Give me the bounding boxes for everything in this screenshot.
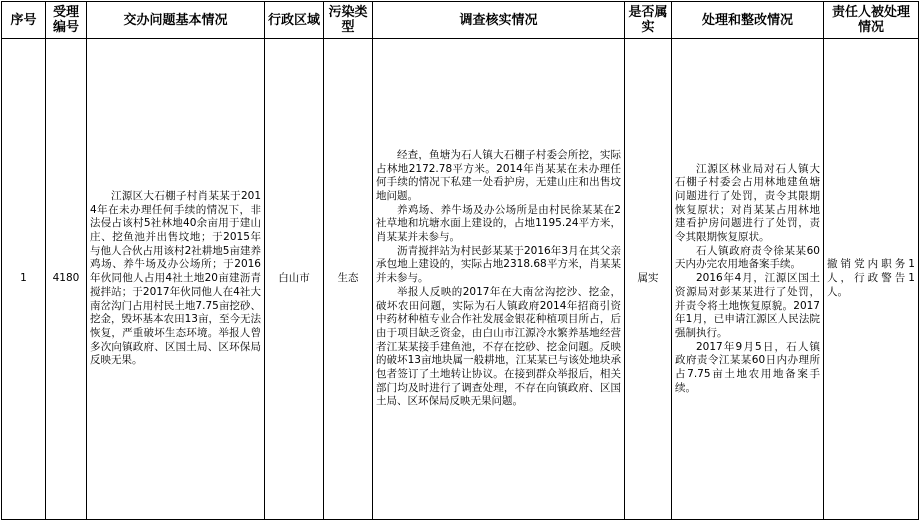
header-pollution-type: 污染类型 [324,2,373,39]
table-row [2,39,919,520]
cell-investigation [373,39,625,520]
cell-region: 白山市 [265,39,324,520]
cell-pollution-type: 生态 [324,39,373,520]
cell-handling [672,39,824,520]
cell-accept-no: 4180 [46,39,87,520]
handling-paragraph: 石人镇政府责令徐某某60天内办完农用地备案手续。 [675,244,820,271]
cell-verified: 属实 [625,39,672,520]
accountability-text: 撤销党内职务1人，行政警告1人。 [827,258,915,298]
issue-text: 江源区大石棚子村肖某某于2014年在未办理任何手续的情况下，非法侵占该村5社林地40余亩用于建山庄、挖鱼池并出售坟地；于2015年与他人合伙占用该村2社耕地5亩建养鸡场、养牛场及办公场所；于2016年伙同他人占用4社土地20亩建沥青搅拌站；于2017年伙同他人在4社大南岔沟门占用村民土地7.75亩挖砂、挖金，毁坏基本农田13亩，至今无法恢复，严重破坏生态环境。举报人曾多次向镇政府、区国土局、区环保局反映无果。 [90,189,261,367]
handling-paragraph: 江源区林业局对石人镇大石棚子村委会占用林地建鱼塘问题进行了处罚，责令其限期恢复原状；对肖某某占用林地建看护房问题进行了处罚，责令其限期恢复原状。 [675,162,820,244]
cell-issue [87,39,265,520]
header-verified: 是否属实 [625,2,672,39]
investigation-paragraph: 沥青搅拌站为村民彭某某于2016年3月在其父亲承包地上建设的，实际占地2318.68平方米，肖某某并未参与。 [376,244,621,285]
header-seq: 序号 [2,2,46,39]
investigation-paragraph: 举报人反映的2017年在大南岔沟挖沙、挖金，破坏农田问题，实际为石人镇政府2014年招商引资中药材种植专业合作社发展金银花种植项目所占，后由于项目缺乏资金，由白山市江源冷水繁养基地经营者江某某接手建鱼池，不存在挖砂、挖金问题。反映的破坏13亩地块属一般耕地，江某某已与该处地块承包者签订了土地转让协议。在接到群众举报后，相关部门均及时进行了调查处理，不存在向镇政府、区国土局、区环保局反映无果问题。 [376,285,621,408]
header-region: 行政区域 [265,2,324,39]
header-handling: 处理和整改情况 [672,2,824,39]
header-issue: 交办问题基本情况 [87,2,265,39]
investigation-paragraph: 养鸡场、养牛场及办公场所是由村民徐某某在2社草地和坑塘水面上建设的，占地1195.24平方米，肖某某并未参与。 [376,203,621,244]
header-accountability: 责任人被处理情况 [824,2,919,39]
cell-seq: 1 [2,39,46,520]
report-table [1,1,919,520]
header-investigation: 调查核实情况 [373,2,625,39]
handling-paragraph: 2016年4月，江源区国土资源局对彭某某进行了处罚，并责令将土地恢复原貌。2017年1月，已申请江源区人民法院强制执行。 [675,272,820,339]
cell-accountability [824,39,919,520]
investigation-paragraph: 经查，鱼塘为石人镇大石棚子村委会所挖，实际占林地2172.78平方米。2014年肖某某在未办理任何手续的情况下私建一处看护房，无建山庄和出售坟地问题。 [376,148,621,202]
header-accept-no: 受理编号 [46,2,87,39]
header-row [2,2,919,39]
handling-paragraph: 2017年9月5日，石人镇政府责令江某某60日内办理所占7.75亩土地农用地备案手续。 [675,340,820,394]
